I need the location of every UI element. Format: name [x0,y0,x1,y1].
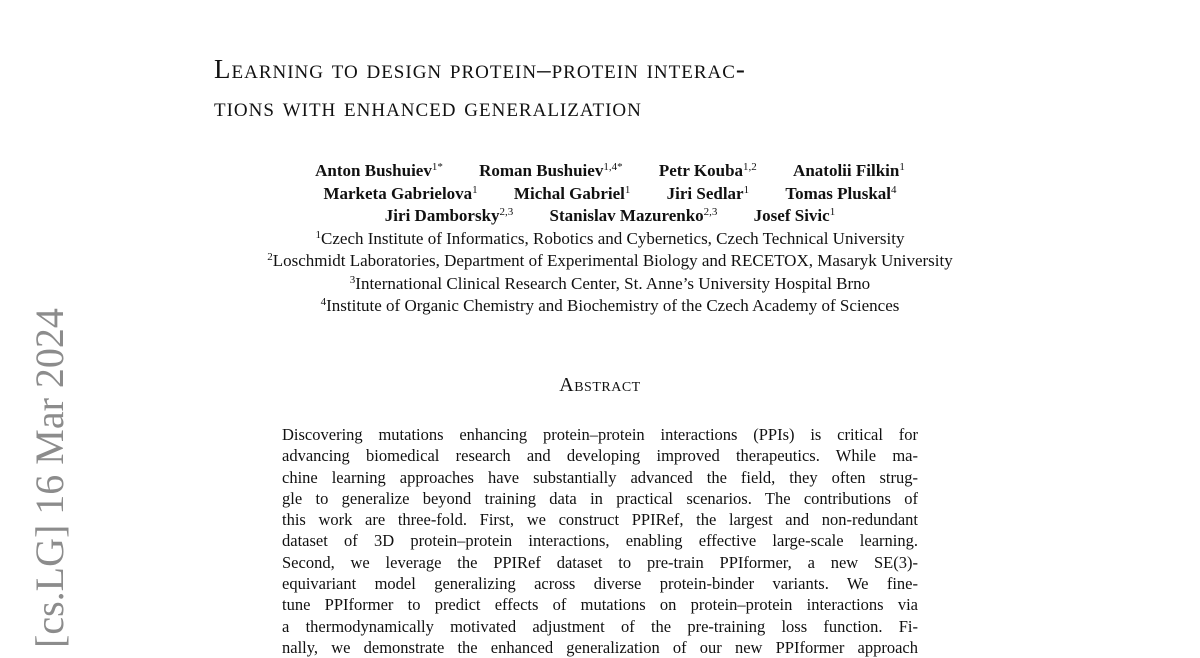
author: Roman Bushuiev$^{1,4*}$ [479,161,623,180]
affiliation: $^1$Czech Institute of Informatics, Robotics and Cybernetics, Czech Technical University [315,228,905,248]
title-line: Learning to design protein–protein interac- [214,54,746,84]
abstract-line: a thermodynamically motivated adjustment of the pre-training loss function. Fi- [282,616,918,636]
abstract-line: tune PPIformer to predict effects of mutations on protein–protein interactions via [282,595,918,615]
affiliation: $^3$International Clinical Research Center, St. Anne’s University Hospital Brno [349,273,871,293]
author-line [200,160,1020,183]
author: Anton Bushuiev$^{1*}$ [315,161,443,180]
abstract-line: Discovering mutations enhancing protein–protein interactions (PPIs) is critical for [282,425,918,444]
author: Petr Kouba$^{1,2}$ [658,161,757,180]
author: Josef Sivic$^1$ [753,206,836,225]
author: Anatolii Filkin$^1$ [793,161,905,180]
abstract-heading: Abstract [559,374,641,396]
abstract-line: dataset of 3D protein–protein interactions, enabling effective large-scale learning. [282,531,918,551]
author: Jiri Damborsky$^{2,3}$ [384,206,514,225]
paper-title [214,50,1014,126]
author: Tomas Pluskal$^4$ [785,183,897,203]
author-block [200,160,1020,318]
abstract-line: gle to generalize beyond training data in practical scenarios. The contributions of [282,488,918,508]
author-line [200,205,1020,228]
author-line [200,183,1020,206]
abstract-line: chine learning approaches have substantially advanced the field, they often strug- [282,467,918,487]
author: Jiri Sedlar$^1$ [666,183,750,203]
abstract-line: equivariant model generalizing across diverse protein-binder variants. We fine- [282,574,918,594]
abstract-line: Second, we leverage the PPIRef dataset to pre-train PPIformer, a new SE(3)- [282,552,918,572]
abstract-line: advancing biomedical research and developing improved therapeutics. While ma- [282,446,918,466]
affiliation: $^2$Loschmidt Laboratories, Department of Experimental Biology and RECETOX, Masaryk University [267,251,953,270]
title-line: tions with enhanced generalization [214,92,642,122]
abstract-line: this work are three-fold. First, we construct PPIRef, the largest and non-redundant [282,510,918,530]
affiliation: $^4$Institute of Organic Chemistry and Biochemistry of the Czech Academy of Sciences [320,296,900,315]
abstract-line: nally, we demonstrate the enhanced generalization of our new PPIformer approach [282,637,918,657]
author: Marketa Gabrielova$^1$ [323,183,478,203]
author: Stanislav Mazurenko$^{2,3}$ [549,206,718,225]
author: Michal Gabriel$^1$ [513,183,631,203]
arxiv-stamp: [cs.LG] 16 Mar 2024 [27,308,72,648]
abstract-body [282,424,918,658]
